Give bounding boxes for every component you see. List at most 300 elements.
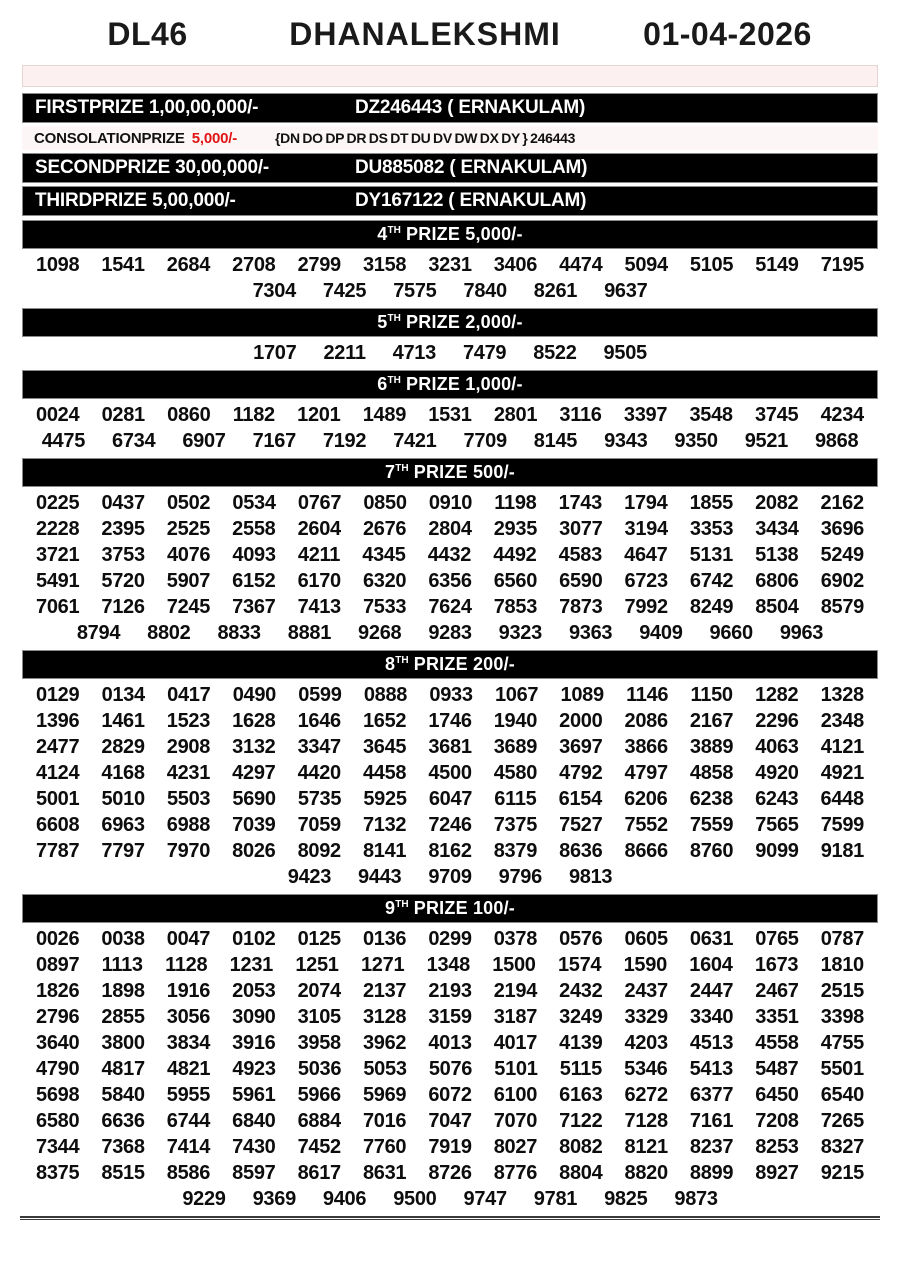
winning-number: 8375 <box>36 1162 80 1184</box>
winning-number: 5413 <box>689 1058 733 1080</box>
winning-number: 4755 <box>820 1032 864 1054</box>
winning-number: 3866 <box>624 736 668 758</box>
prize-section-header: 9TH PRIZE 100/- <box>22 894 878 923</box>
winning-number: 6580 <box>36 1110 80 1132</box>
winning-number: 6115 <box>494 788 537 810</box>
winning-number: 5010 <box>101 788 145 810</box>
winning-number: 6152 <box>232 570 276 592</box>
winning-number: 3753 <box>101 544 145 566</box>
second-prize-ticket: DU885082 ( ERNAKULAM) <box>355 157 588 178</box>
winning-number: 3645 <box>362 736 407 758</box>
winning-number: 5138 <box>755 544 799 566</box>
winning-number: 8820 <box>624 1162 668 1184</box>
winning-number: 0576 <box>559 928 603 950</box>
prize-section-header: 7TH PRIZE 500/- <box>22 458 878 487</box>
winning-number: 4492 <box>493 544 537 566</box>
winning-number: 5961 <box>232 1084 276 1106</box>
winning-number: 6744 <box>166 1110 211 1132</box>
winning-number: 6154 <box>558 788 602 810</box>
winning-numbers-row <box>0 952 900 978</box>
winning-number: 4121 <box>820 736 864 758</box>
winning-number: 8899 <box>689 1162 734 1184</box>
winning-number: 1707 <box>253 342 297 364</box>
winning-number: 2000 <box>559 710 603 732</box>
winning-number: 3962 <box>362 1032 407 1054</box>
winning-number: 6206 <box>624 788 668 810</box>
winning-number: 0136 <box>362 928 407 950</box>
winning-numbers-row <box>0 252 900 278</box>
winning-number: 2935 <box>493 518 538 540</box>
winning-number: 4063 <box>755 736 799 758</box>
winning-number: 9660 <box>709 622 753 644</box>
winning-number: 5690 <box>232 788 276 810</box>
winning-number: 8804 <box>559 1162 603 1184</box>
winning-number: 7559 <box>689 814 734 836</box>
winning-number: 8121 <box>624 1136 668 1158</box>
winning-number: 7970 <box>166 840 211 862</box>
winning-number: 4234 <box>820 404 864 426</box>
winning-number: 0026 <box>36 928 80 950</box>
winning-number: 3640 <box>36 1032 80 1054</box>
winning-number: 1182 <box>232 404 275 426</box>
winning-numbers-row <box>0 786 900 812</box>
winning-number: 8141 <box>362 840 407 862</box>
winning-number: 7265 <box>820 1110 864 1132</box>
winning-number: 0437 <box>101 492 145 514</box>
prize-section-5th <box>0 308 900 366</box>
winning-number: 4475 <box>41 430 86 452</box>
consolation-prize-label: CONSOLATIONPRIZE <box>34 129 185 147</box>
winning-number: 8579 <box>820 596 864 618</box>
winning-number: 5955 <box>166 1084 211 1106</box>
winning-number: 8026 <box>232 840 276 862</box>
winning-number: 7126 <box>101 596 145 618</box>
winning-number: 1098 <box>36 254 80 276</box>
winning-number: 9500 <box>393 1188 437 1210</box>
winning-number: 2515 <box>820 980 864 1002</box>
winning-number: 7919 <box>428 1136 472 1158</box>
winning-number: 8597 <box>232 1162 276 1184</box>
winning-number: 6806 <box>755 570 799 592</box>
winning-number: 7016 <box>362 1110 407 1132</box>
winning-number: 8082 <box>559 1136 603 1158</box>
winning-number: 2829 <box>101 736 145 758</box>
winning-number: 0767 <box>297 492 342 514</box>
winning-number: 6540 <box>820 1084 864 1106</box>
winning-number: 9505 <box>603 342 647 364</box>
winning-number: 3916 <box>232 1032 276 1054</box>
winning-numbers-row <box>0 428 900 454</box>
winning-number: 5076 <box>428 1058 473 1080</box>
winning-number: 1198 <box>494 492 537 514</box>
winning-number: 1500 <box>492 954 536 976</box>
winning-number: 2193 <box>428 980 472 1002</box>
winning-number: 7853 <box>493 596 538 618</box>
winning-number: 4817 <box>101 1058 145 1080</box>
winning-number: 0888 <box>363 684 408 706</box>
winning-number: 2194 <box>493 980 538 1002</box>
winning-number: 3434 <box>755 518 799 540</box>
winning-number: 9521 <box>744 430 788 452</box>
prize-section-header: 6TH PRIZE 1,000/- <box>22 370 878 399</box>
winning-number: 7367 <box>232 596 276 618</box>
winning-number: 5969 <box>362 1084 407 1106</box>
winning-number: 5346 <box>624 1058 668 1080</box>
winning-number: 5720 <box>101 570 145 592</box>
winning-number: 6723 <box>624 570 668 592</box>
winning-number: 8162 <box>428 840 472 862</box>
winning-number: 8726 <box>428 1162 472 1184</box>
winning-number: 0378 <box>493 928 538 950</box>
winning-number: 1916 <box>166 980 211 1002</box>
winning-numbers-row <box>0 516 900 542</box>
winning-number: 7992 <box>624 596 668 618</box>
winning-numbers-row <box>0 682 900 708</box>
winning-number: 2467 <box>755 980 799 1002</box>
winning-number: 1067 <box>494 684 539 706</box>
winning-number: 6320 <box>362 570 407 592</box>
winning-number: 6840 <box>232 1110 276 1132</box>
winning-number: 4420 <box>297 762 341 784</box>
winning-numbers-row <box>0 490 900 516</box>
winning-number: 1089 <box>560 684 604 706</box>
third-prize-bar <box>22 186 878 216</box>
winning-number: 5698 <box>36 1084 80 1106</box>
winning-number: 1826 <box>36 980 80 1002</box>
winning-number: 3696 <box>820 518 864 540</box>
winning-number: 5925 <box>363 788 407 810</box>
winning-number: 3353 <box>689 518 734 540</box>
winning-number: 4821 <box>166 1058 211 1080</box>
winning-number: 3128 <box>362 1006 407 1028</box>
winning-number: 3398 <box>820 1006 864 1028</box>
winning-number: 5094 <box>624 254 668 276</box>
winning-number: 8237 <box>689 1136 734 1158</box>
winning-number: 3159 <box>428 1006 472 1028</box>
winning-number: 1271 <box>360 954 405 976</box>
winning-number: 9283 <box>428 622 472 644</box>
winning-number: 1231 <box>229 954 273 976</box>
winning-number: 4168 <box>101 762 145 784</box>
winning-number: 3187 <box>493 1006 538 1028</box>
winning-number: 4513 <box>689 1032 734 1054</box>
winning-number: 0631 <box>689 928 734 950</box>
winning-number: 1652 <box>362 710 407 732</box>
winning-numbers-row <box>0 542 900 568</box>
winning-number: 5105 <box>689 254 734 276</box>
winning-number: 4211 <box>297 544 341 566</box>
winning-number: 9963 <box>779 622 824 644</box>
winning-number: 7552 <box>624 814 668 836</box>
winning-number: 2684 <box>166 254 211 276</box>
winning-number: 4920 <box>755 762 799 784</box>
winning-number: 0897 <box>36 954 80 976</box>
winning-number: 8833 <box>217 622 261 644</box>
winning-number: 6163 <box>559 1084 603 1106</box>
winning-number: 4432 <box>427 544 472 566</box>
winning-number: 0129 <box>36 684 80 706</box>
winning-number: 2395 <box>101 518 145 540</box>
first-prize-bar <box>22 93 878 123</box>
winning-number: 1128 <box>165 954 208 976</box>
winning-number: 0038 <box>101 928 145 950</box>
winning-number: 9406 <box>322 1188 367 1210</box>
draw-code: DL46 <box>107 16 188 52</box>
winning-number: 5491 <box>36 570 80 592</box>
winning-number: 3397 <box>623 404 668 426</box>
winning-number: 9350 <box>674 430 718 452</box>
winning-number: 2447 <box>689 980 734 1002</box>
winning-number: 6907 <box>182 430 226 452</box>
winning-number: 6450 <box>755 1084 799 1106</box>
winning-number: 7192 <box>322 430 367 452</box>
winning-number: 2477 <box>36 736 80 758</box>
prize-section-8th <box>0 650 900 890</box>
winning-number: 4345 <box>362 544 406 566</box>
winning-number: 8881 <box>287 622 332 644</box>
winning-number: 9443 <box>358 866 402 888</box>
winning-number: 4093 <box>232 544 276 566</box>
winning-number: 7533 <box>362 596 407 618</box>
winning-number: 9268 <box>358 622 402 644</box>
winning-number: 3132 <box>232 736 276 758</box>
winning-numbers-row <box>0 926 900 952</box>
winning-number: 0502 <box>166 492 211 514</box>
winning-number: 7425 <box>322 280 367 302</box>
winning-numbers-row <box>0 838 900 864</box>
winning-number: 6590 <box>559 570 603 592</box>
winning-number: 3745 <box>755 404 799 426</box>
winning-number: 2211 <box>323 342 366 364</box>
winning-number: 2908 <box>166 736 211 758</box>
winning-number: 2086 <box>624 710 668 732</box>
winning-number: 2074 <box>297 980 341 1002</box>
winning-number: 7368 <box>101 1136 145 1158</box>
winning-numbers-row <box>0 1056 900 1082</box>
winning-number: 0534 <box>232 492 276 514</box>
winning-number: 7527 <box>559 814 603 836</box>
winning-number: 0024 <box>36 404 80 426</box>
winning-number: 6560 <box>493 570 538 592</box>
winning-number: 9873 <box>674 1188 718 1210</box>
winning-number: 4474 <box>559 254 603 276</box>
winning-number: 3800 <box>101 1032 145 1054</box>
winning-number: 3889 <box>689 736 734 758</box>
winning-number: 7840 <box>463 280 507 302</box>
winning-number: 3249 <box>559 1006 603 1028</box>
winning-number: 9813 <box>568 866 613 888</box>
winning-number: 5735 <box>297 788 342 810</box>
winning-number: 6072 <box>428 1084 472 1106</box>
winning-number: 6608 <box>36 814 80 836</box>
winning-number: 4797 <box>624 762 668 784</box>
winning-number: 0765 <box>755 928 799 950</box>
winning-number: 8522 <box>533 342 577 364</box>
winning-number: 0933 <box>429 684 473 706</box>
winning-number: 4792 <box>559 762 603 784</box>
winning-number: 9709 <box>428 866 472 888</box>
winning-number: 4017 <box>493 1032 538 1054</box>
winning-number: 1348 <box>426 954 470 976</box>
winning-number: 2296 <box>755 710 799 732</box>
winning-number: 4139 <box>559 1032 603 1054</box>
winning-number: 8092 <box>297 840 341 862</box>
winning-numbers-row <box>0 1108 900 1134</box>
winning-number: 6988 <box>166 814 211 836</box>
winning-number: 0605 <box>624 928 668 950</box>
winning-number: 7059 <box>297 814 341 836</box>
winning-number: 5101 <box>494 1058 538 1080</box>
winning-number: 4500 <box>428 762 472 784</box>
winning-number: 6884 <box>297 1110 341 1132</box>
winning-number: 7430 <box>232 1136 276 1158</box>
winning-number: 1810 <box>820 954 864 976</box>
winning-number: 7208 <box>755 1110 799 1132</box>
winning-number: 0417 <box>167 684 211 706</box>
winning-number: 1940 <box>493 710 538 732</box>
winning-number: 9343 <box>604 430 648 452</box>
winning-number: 1646 <box>297 710 341 732</box>
prize-section-7th <box>0 458 900 646</box>
prize-section-header: 4TH PRIZE 5,000/- <box>22 220 878 249</box>
winning-number: 9423 <box>287 866 332 888</box>
winning-number: 0047 <box>166 928 211 950</box>
winning-number: 7575 <box>393 280 437 302</box>
winning-number: 2082 <box>755 492 799 514</box>
winning-number: 4923 <box>232 1058 276 1080</box>
winning-number: 1898 <box>101 980 145 1002</box>
winning-number: 3116 <box>559 404 602 426</box>
prize-section-header: 8TH PRIZE 200/- <box>22 650 878 679</box>
blank-highlight-strip <box>22 65 878 87</box>
winning-number: 8586 <box>166 1162 211 1184</box>
lottery-name: DHANALEKSHMI <box>289 16 561 52</box>
third-prize-ticket: DY167122 ( ERNAKULAM) <box>355 190 587 211</box>
winning-number: 7873 <box>559 596 603 618</box>
winning-number: 7344 <box>36 1136 80 1158</box>
winning-number: 7787 <box>36 840 80 862</box>
winning-number: 6448 <box>820 788 864 810</box>
winning-number: 1461 <box>101 710 145 732</box>
winning-number: 5001 <box>36 788 80 810</box>
winning-number: 6272 <box>624 1084 668 1106</box>
winning-number: 9825 <box>604 1188 648 1210</box>
winning-number: 3697 <box>559 736 603 758</box>
winning-number: 9781 <box>533 1188 578 1210</box>
winning-number: 9868 <box>814 430 859 452</box>
winning-number: 1531 <box>428 404 472 426</box>
winning-number: 7709 <box>463 430 507 452</box>
winning-number: 0860 <box>167 404 211 426</box>
winning-numbers-row <box>0 594 900 620</box>
winning-numbers-row <box>0 734 900 760</box>
winning-number: 9747 <box>463 1188 507 1210</box>
winning-number: 1746 <box>428 710 472 732</box>
winning-number: 0599 <box>298 684 342 706</box>
winning-number: 5966 <box>297 1084 341 1106</box>
winning-number: 6636 <box>101 1110 145 1132</box>
winning-number: 2162 <box>820 492 864 514</box>
winning-number: 0850 <box>363 492 407 514</box>
winning-numbers-row <box>0 760 900 786</box>
winning-number: 8504 <box>755 596 799 618</box>
winning-number: 2053 <box>232 980 276 1002</box>
winning-number: 8794 <box>76 622 121 644</box>
winning-number: 2167 <box>689 710 734 732</box>
winning-number: 6170 <box>297 570 341 592</box>
winning-number: 9215 <box>820 1162 864 1184</box>
winning-number: 7624 <box>428 596 472 618</box>
winning-number: 3231 <box>428 254 472 276</box>
consolation-series-list: {DN DO DP DR DS DT DU DV DW DX DY } 246443 <box>275 130 576 146</box>
winning-number: 2708 <box>232 254 276 276</box>
winning-numbers-row <box>0 1160 900 1186</box>
winning-number: 6742 <box>689 570 734 592</box>
winning-number: 3347 <box>297 736 341 758</box>
winning-number: 7122 <box>559 1110 603 1132</box>
winning-number: 2804 <box>428 518 472 540</box>
winning-number: 0134 <box>101 684 145 706</box>
winning-number: 0490 <box>232 684 276 706</box>
winning-number: 7421 <box>393 430 437 452</box>
winning-number: 3329 <box>624 1006 668 1028</box>
winning-number: 1590 <box>623 954 667 976</box>
winning-number: 1628 <box>232 710 276 732</box>
winning-number: 1855 <box>689 492 733 514</box>
winning-number: 2137 <box>362 980 407 1002</box>
winning-number: 4558 <box>755 1032 799 1054</box>
winning-number: 3158 <box>362 254 407 276</box>
winning-number: 7452 <box>297 1136 341 1158</box>
draw-date: 01-04-2026 <box>643 16 812 52</box>
winning-number: 6734 <box>112 430 156 452</box>
winning-number: 7760 <box>362 1136 407 1158</box>
winning-number: 7245 <box>166 596 211 618</box>
winning-number: 4583 <box>558 544 602 566</box>
winning-numbers-row <box>0 1004 900 1030</box>
winning-number: 3689 <box>493 736 538 758</box>
winning-number: 2676 <box>362 518 407 540</box>
winning-number: 0281 <box>101 404 145 426</box>
winning-number: 2525 <box>166 518 211 540</box>
winning-number: 7167 <box>252 430 296 452</box>
winning-number: 1574 <box>557 954 602 976</box>
winning-number: 7599 <box>820 814 864 836</box>
winning-numbers-row <box>0 978 900 1004</box>
winning-number: 2432 <box>559 980 603 1002</box>
winning-number: 4790 <box>36 1058 80 1080</box>
winning-number: 7304 <box>252 280 296 302</box>
winning-number: 8027 <box>493 1136 538 1158</box>
winning-number: 4921 <box>820 762 864 784</box>
winning-number: 9796 <box>498 866 542 888</box>
winning-number: 9181 <box>820 840 864 862</box>
winning-number: 5053 <box>363 1058 407 1080</box>
winning-number: 7797 <box>101 840 145 862</box>
winning-number: 1604 <box>689 954 733 976</box>
winning-number: 0125 <box>297 928 341 950</box>
consolation-prize-row <box>22 126 878 150</box>
winning-number: 4647 <box>624 544 668 566</box>
winning-number: 7246 <box>428 814 472 836</box>
winning-number: 6377 <box>689 1084 734 1106</box>
winning-number: 7195 <box>820 254 864 276</box>
winning-number: 7128 <box>624 1110 668 1132</box>
winning-numbers-row <box>0 620 900 646</box>
winning-number: 3548 <box>689 404 733 426</box>
winning-number: 7414 <box>166 1136 211 1158</box>
winning-number: 5115 <box>559 1058 602 1080</box>
